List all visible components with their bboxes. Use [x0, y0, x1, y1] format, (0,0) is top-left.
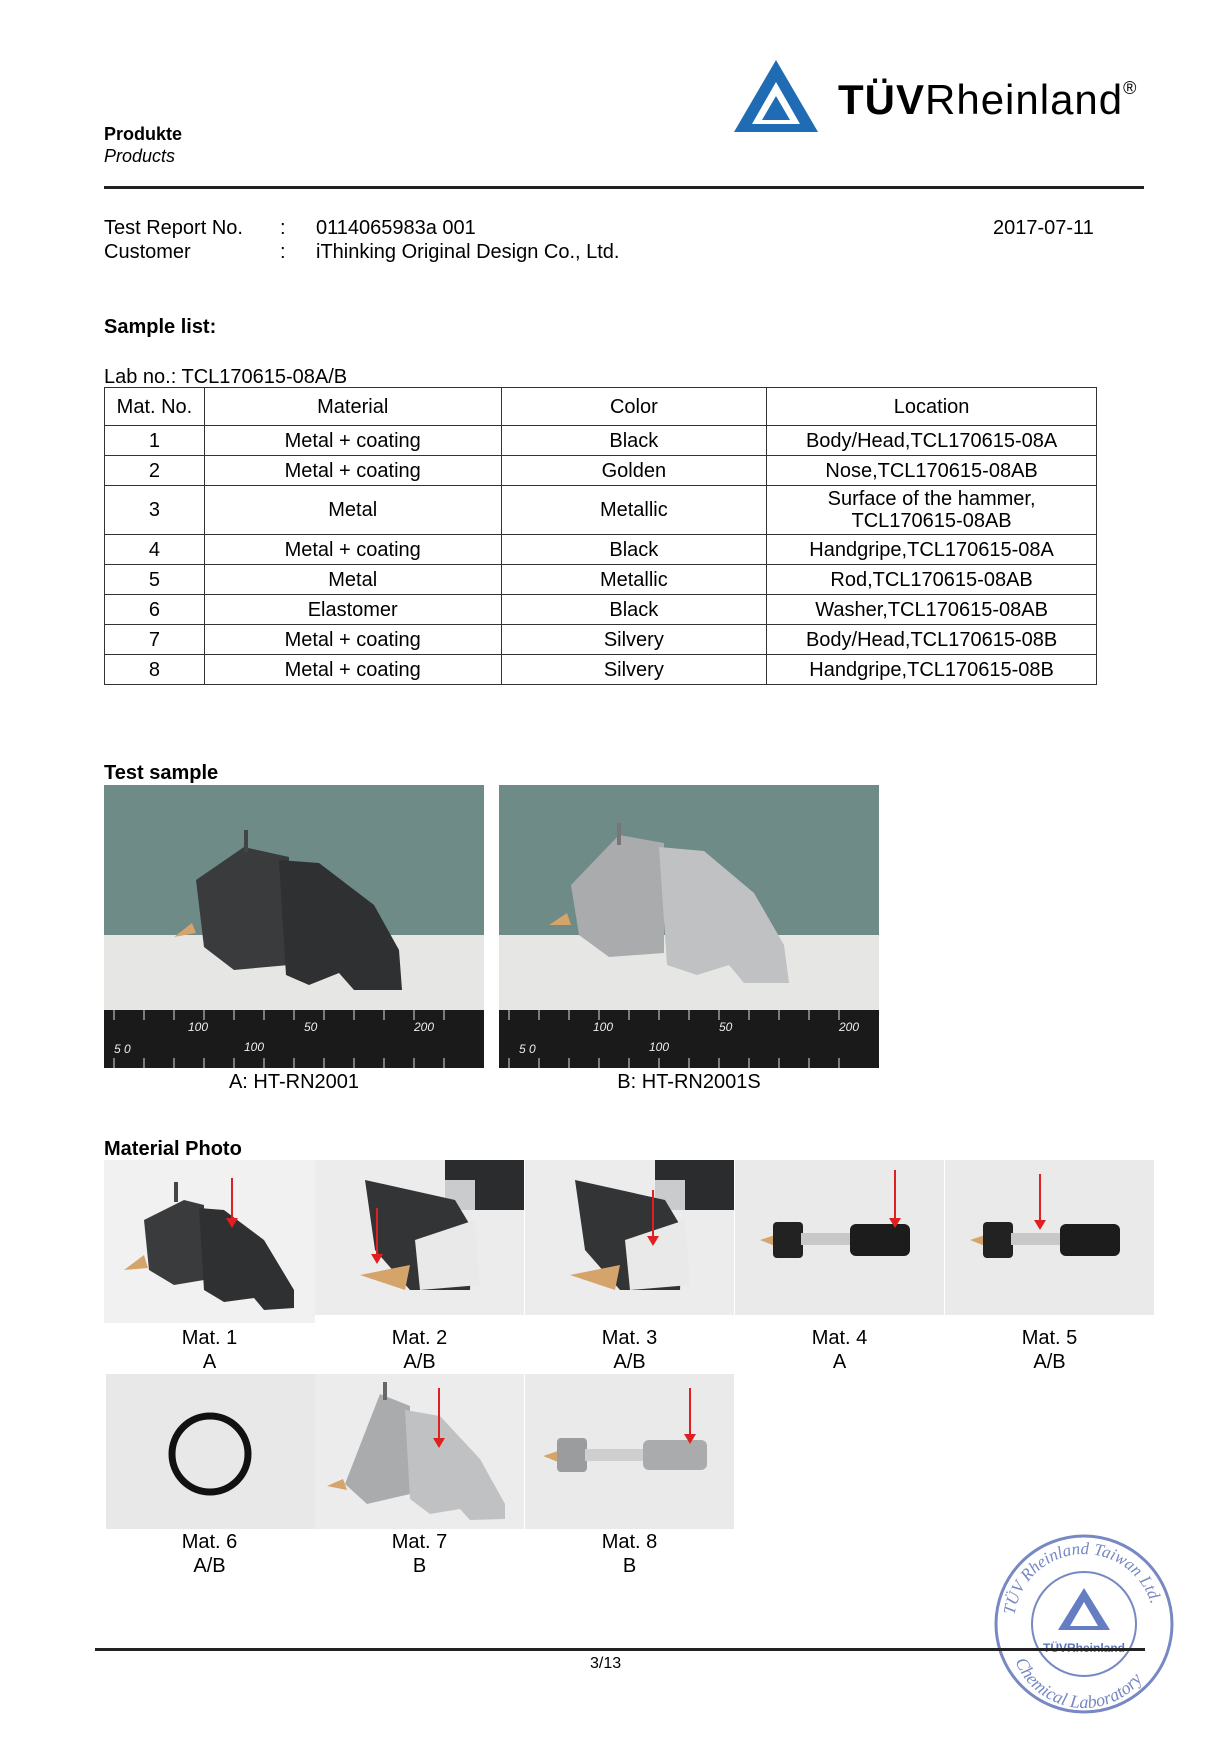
cell-mat-no: 7: [105, 625, 205, 655]
test-sample-caption-a: A: HT-RN2001: [228, 1071, 360, 1093]
cell-location-line: TCL170615-08AB: [851, 510, 1012, 532]
table-row: [105, 655, 1097, 685]
cell-material: Metal + coating: [204, 625, 501, 655]
material-caption-4: Mat. 4 A: [811, 1327, 868, 1373]
material-photo-3: [525, 1160, 734, 1315]
material-caption-5: Mat. 5 A/B: [1021, 1327, 1078, 1373]
header-rule: [104, 186, 1144, 189]
cell-color: Silvery: [501, 655, 767, 685]
table-row: [105, 426, 1097, 456]
cell-material: Elastomer: [204, 595, 501, 625]
cell-mat-no: 8: [105, 655, 205, 685]
cell-color: Metallic: [501, 486, 767, 535]
logo-wordmark: TÜVRheinland®: [838, 76, 1138, 123]
test-sample-photo-a: [104, 785, 484, 1068]
customer-label: Customer: [104, 241, 191, 263]
ruler-mark: 5 0: [114, 1042, 131, 1056]
test-sample-photo-b: [499, 785, 879, 1068]
cell-mat-no: 6: [105, 595, 205, 625]
cell-location: Body/Head,TCL170615-08B: [767, 625, 1097, 655]
cell-mat-no: 1: [105, 426, 205, 456]
cell-mat-no: 2: [105, 456, 205, 486]
triangle-logo-icon: [730, 56, 822, 136]
page-number: 3/13: [590, 1655, 622, 1672]
report-no-value: 0114065983a 001: [316, 217, 476, 239]
ruler-mark: 200: [414, 1020, 435, 1034]
material-photo-2: [315, 1160, 524, 1315]
material-caption-8: Mat. 8 B: [601, 1531, 658, 1577]
cell-material: Metal + coating: [204, 426, 501, 456]
material-photo-6: [106, 1374, 315, 1529]
cell-location: Handgripe,TCL170615-08A: [767, 535, 1097, 565]
ruler-mark: 5 0: [519, 1042, 536, 1056]
ruler-mark: 100: [649, 1040, 670, 1054]
ruler-mark: 200: [839, 1020, 860, 1034]
test-sample-caption-b: B: HT-RN2001S: [617, 1071, 761, 1093]
material-caption-3: Mat. 3 A/B: [601, 1327, 658, 1373]
cell-material: Metal + coating: [204, 535, 501, 565]
report-no-colon: :: [280, 217, 286, 239]
ruler-mark: 50: [304, 1020, 318, 1034]
cell-mat-no: 4: [105, 535, 205, 565]
column-header: Color: [501, 388, 767, 426]
column-header: Material: [204, 388, 501, 426]
cell-color: Silvery: [501, 625, 767, 655]
material-caption-2: Mat. 2 A/B: [391, 1327, 448, 1373]
cell-color: Golden: [501, 456, 767, 486]
cell-mat-no: 5: [105, 565, 205, 595]
ruler-mark: 100: [593, 1020, 614, 1034]
table-row: [105, 565, 1097, 595]
ruler-mark: 50: [719, 1020, 733, 1034]
ruler-mark: 100: [188, 1020, 209, 1034]
lab-no: Lab no.: TCL170615-08A/B: [104, 366, 348, 388]
cell-location: [767, 486, 1097, 535]
cell-location-line: Surface of the hammer,: [827, 488, 1036, 510]
customer-value: iThinking Original Design Co., Ltd.: [316, 241, 620, 263]
ruler-mark: 100: [244, 1040, 265, 1054]
cell-location: Rod,TCL170615-08AB: [767, 565, 1097, 595]
cell-color: Black: [501, 595, 767, 625]
sample-list-heading: Sample list:: [104, 316, 217, 338]
cell-color: Metallic: [501, 565, 767, 595]
cell-material: Metal: [204, 486, 501, 535]
test-sample-heading: Test sample: [104, 762, 219, 784]
cell-material: Metal: [204, 565, 501, 595]
table-row: [105, 625, 1097, 655]
column-header: Location: [767, 388, 1097, 426]
material-caption-6: Mat. 6 A/B: [181, 1531, 238, 1577]
material-photo-8: [525, 1374, 734, 1529]
table-row: [105, 486, 1097, 535]
table-row: [105, 456, 1097, 486]
laboratory-seal-stamp: [990, 1530, 1178, 1718]
material-photo-4: [735, 1160, 944, 1315]
material-caption-1: Mat. 1 A: [181, 1327, 238, 1373]
cell-color: Black: [501, 535, 767, 565]
footer-rule: [95, 1648, 1145, 1651]
material-photo-1: [104, 1160, 315, 1323]
cell-location: Body/Head,TCL170615-08A: [767, 426, 1097, 456]
cell-material: Metal + coating: [204, 655, 501, 685]
material-photo-7: [315, 1374, 524, 1529]
section-title-en: Products: [104, 146, 176, 166]
cell-material: Metal + coating: [204, 456, 501, 486]
svg-text:Chemical Laboratory: Chemical Laboratory: [1011, 1654, 1146, 1713]
cell-location: Handgripe,TCL170615-08B: [767, 655, 1097, 685]
column-header: Mat. No.: [105, 388, 205, 426]
material-photo-heading: Material Photo: [104, 1138, 242, 1160]
cell-color: Black: [501, 426, 767, 456]
table-row: [105, 595, 1097, 625]
svg-text:TÜV Rheinland Taiwan Ltd.: TÜV Rheinland Taiwan Ltd.: [999, 1538, 1166, 1616]
cell-location: Washer,TCL170615-08AB: [767, 595, 1097, 625]
material-caption-7: Mat. 7 B: [391, 1531, 448, 1577]
report-date: 2017-07-11: [993, 217, 1094, 239]
table-header-row: [105, 388, 1097, 426]
report-no-label: Test Report No.: [104, 217, 243, 239]
sample-table: [104, 387, 1097, 685]
tuv-logo: [730, 56, 1170, 146]
customer-colon: :: [280, 241, 286, 263]
table-row: [105, 535, 1097, 565]
cell-mat-no: 3: [105, 486, 205, 535]
cell-location: Nose,TCL170615-08AB: [767, 456, 1097, 486]
material-photo-5: [945, 1160, 1154, 1315]
section-title-de: Produkte: [104, 124, 183, 144]
